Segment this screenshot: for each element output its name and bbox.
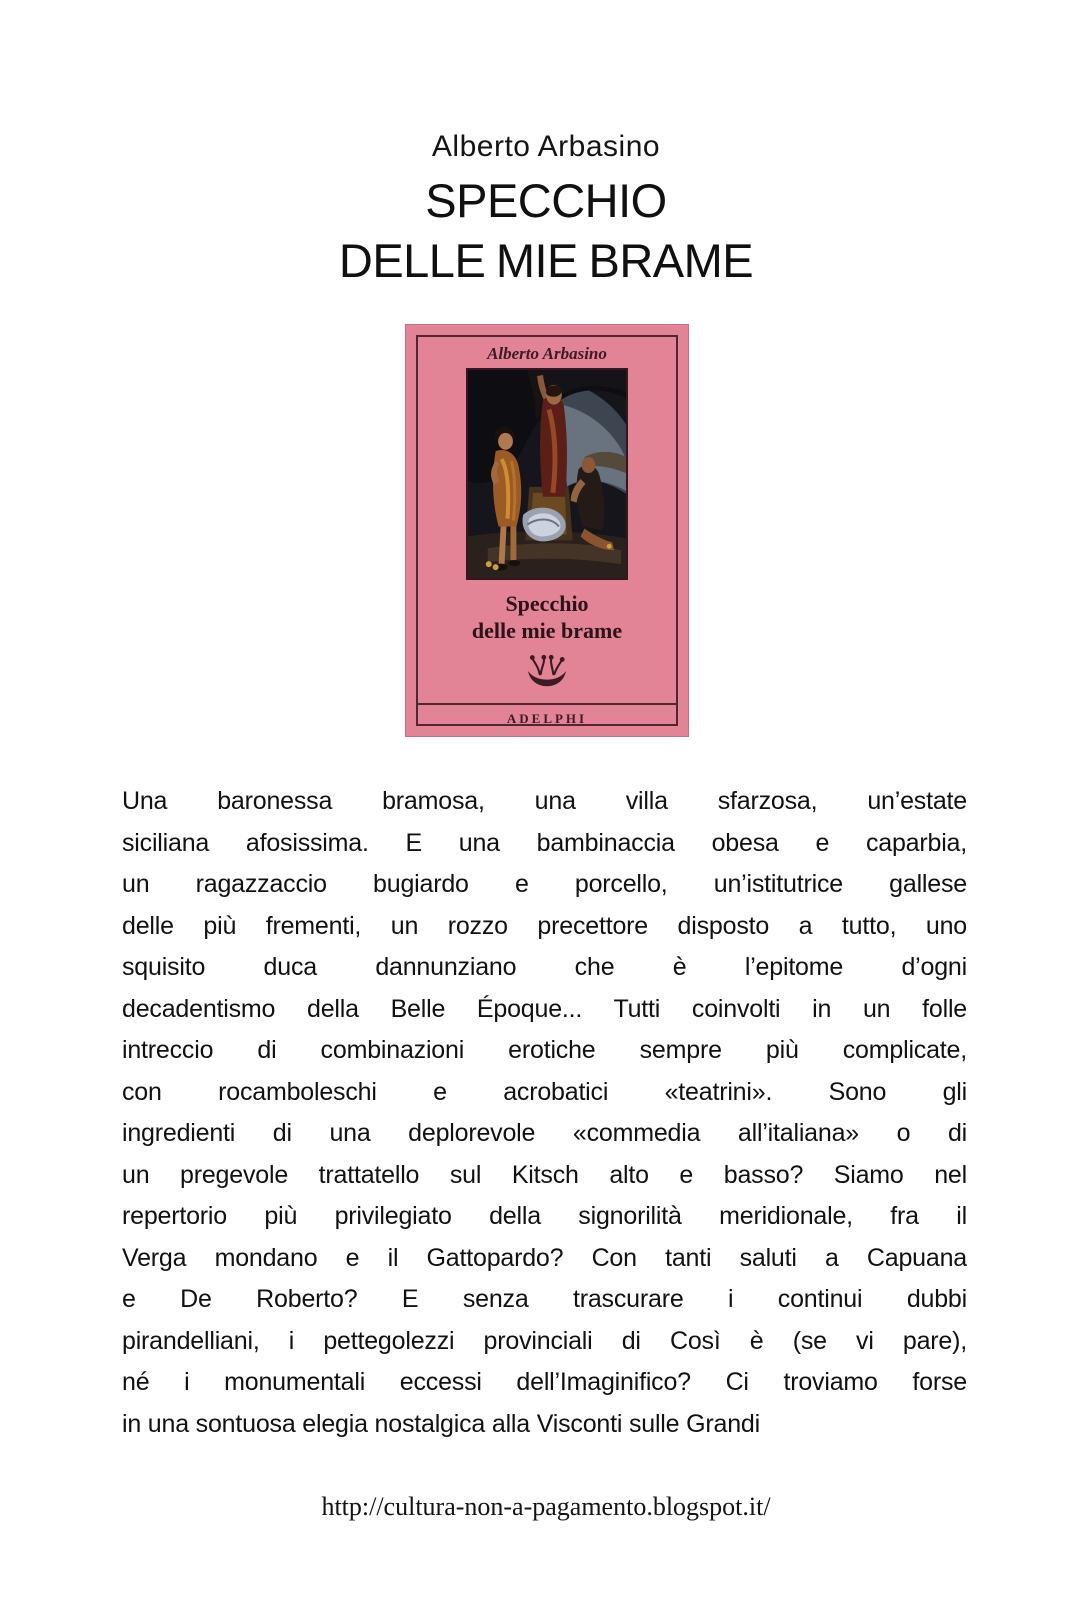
page-title-line1: SPECCHIO [425, 174, 667, 227]
description-line: e De Roberto? E senza trascurare i continui dubbi [122, 1285, 967, 1313]
description-line: siciliana afosissima. E una bambinaccia obesa e caparbia, [122, 828, 967, 857]
source-url: http://cultura-non-a-pagamento.blogspot.it/ [321, 1492, 771, 1521]
cover-artwork-image [466, 368, 628, 580]
description-line: ingredienti di una deplorevole «commedia all’italiana» o di [122, 1119, 967, 1147]
cover-title [405, 590, 689, 644]
description-line: decadentismo della Belle Époque... Tutti coinvolti in un folle [122, 994, 967, 1023]
cover-title-line1: Specchio [505, 591, 589, 616]
description-line: squisito duca dannunziano che è l’epitome d’ogni [122, 953, 967, 981]
description-line: un pregevole trattatello sul Kitsch alto e basso? Siamo nel [122, 1160, 967, 1189]
page-author-heading: Alberto Arbasino [431, 130, 661, 163]
description-line: con rocamboleschi e acrobatici «teatrini». Sono gli [122, 1077, 967, 1106]
cover-divider [416, 703, 678, 705]
adelphi-moon-logo-icon [526, 654, 568, 688]
book-description [122, 781, 967, 1445]
description-line: Verga mondano e il Gattopardo? Con tanti saluti a Capuana [122, 1243, 967, 1272]
description-line: pirandelliani, i pettegolezzi provinciali di Così è (se vi pare), [122, 1326, 967, 1355]
description-line: né i monumentali eccessi dell’Imaginifico? Ci troviamo forse [122, 1368, 967, 1396]
description-line: in una sontuosa elegia nostalgica alla Visconti sulle Grandi [122, 1409, 760, 1438]
description-line: delle più frementi, un rozzo precettore disposto a tutto, uno [122, 911, 967, 940]
description-line: un ragazzaccio bugiardo e porcello, un’istitutrice gallese [122, 870, 967, 898]
cover-title-line2: delle mie brame [471, 618, 623, 643]
page-title-line2: DELLE MIE BRAME [338, 234, 754, 287]
page-title [0, 171, 1092, 291]
book-cover [405, 324, 689, 737]
description-line: intreccio di combinazioni erotiche sempre più complicate, [122, 1036, 967, 1064]
cover-author: Alberto Arbasino [487, 344, 607, 363]
cover-publisher: ADELPHI [506, 711, 588, 726]
description-line: Una baronessa bramosa, una villa sfarzosa, un’estate [122, 787, 967, 815]
description-line: repertorio più privilegiato della signorilità meridionale, fra il [122, 1202, 967, 1230]
